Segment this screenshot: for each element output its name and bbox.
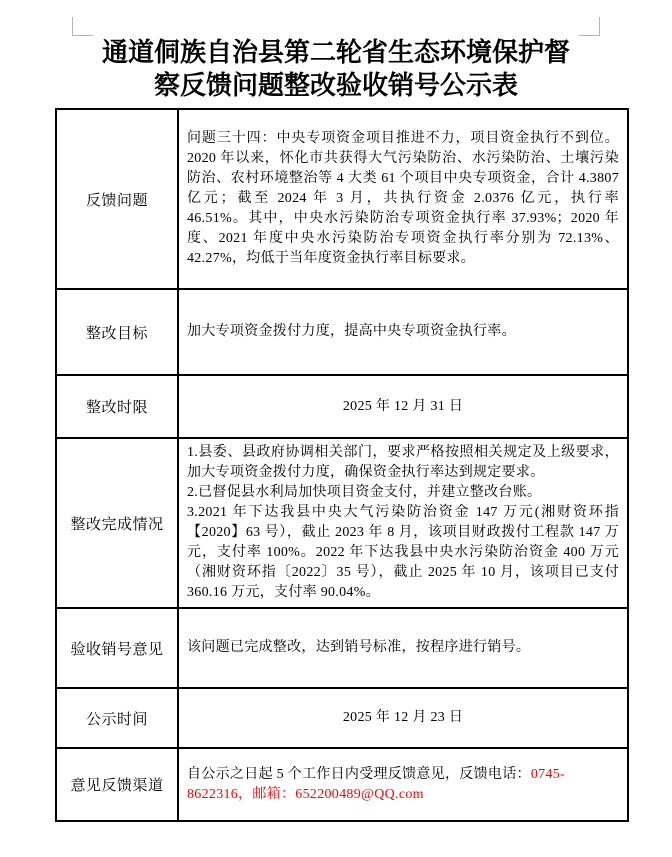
row-label-acceptance-opinion: 验收销号意见 (56, 608, 178, 688)
row-label-deadline: 整改时限 (56, 375, 178, 438)
row-label-feedback-channel: 意见反馈渠道 (56, 748, 178, 821)
margin-crop-mark-top-right (579, 17, 600, 36)
feedback-channel-text (178, 748, 628, 821)
row-label-completion-status: 整改完成情况 (56, 438, 178, 608)
completion-item-3: 3.2021 年下达我县中央大气污染防治资金 147 万元(湘财资环指【2020】63 号），截止 2023 年 8 月，该项目财政拨付工程款 147 万元，支付率 100%。2022 年下达我县中央水污染防治资金 400 万元（湘财资环指〔2022〕35 号），截止 2025 年 10 月，该项目已支付 360.16 万元，支付率 90.04%。 (187, 505, 619, 600)
acceptance-opinion-text: 该问题已完成整改，达到销号标准，按程序进行销号。 (178, 608, 628, 688)
rectification-notice-table (55, 108, 629, 822)
table-row-goal (56, 289, 628, 375)
publicity-date: 2025 年 12 月 23 日 (178, 688, 628, 748)
page-title: 通道侗族自治县第二轮省生态环境保护督察反馈问题整改验收销号公示表 (101, 37, 570, 100)
table-row-acceptance-opinion (56, 608, 628, 688)
feedback-channel-prefix: 自公示之日起 5 个工作日内受理反馈意见，反馈电话： (187, 766, 531, 782)
completion-item-2: 2.已督促县水利局加快项目资金支付，并建立整改台账。 (187, 485, 542, 500)
table-row-completion-status (56, 438, 628, 608)
margin-crop-mark-top-left (72, 17, 93, 36)
goal-text: 加大专项资金拨付力度，提高中央专项资金执行率。 (178, 289, 628, 375)
deadline-date: 2025 年 12 月 31 日 (178, 375, 628, 438)
table-row-feedback-problem (56, 109, 628, 289)
feedback-contact-info: 0745-8622316，邮箱：652200489@QQ.com (187, 766, 565, 802)
table-row-deadline (56, 375, 628, 438)
completion-item-1: 1.县委、县政府协调相关部门，要求严格按照相关规定及上级要求，加大专项资金拨付力度，确保资金执行率达到规定要求。 (187, 445, 619, 480)
table-row-feedback-channel (56, 748, 628, 821)
row-label-feedback-problem: 反馈问题 (56, 109, 178, 289)
row-label-publicity-time: 公示时间 (56, 688, 178, 748)
feedback-problem-text: 问题三十四：中央专项资金项目推进不力，项目资金执行不到位。2020 年以来，怀化市共获得大气污染防治、水污染防治、土壤污染防治、农村环境整治等 4 大类 61 个项目中央专项资金，合计 4.3807 亿元；截至 2024 年 3 月，共执行资金 2.0376 亿元，执行率 46.51%。其中，中央水污染防治专项资金执行率 37.93%；2020 年度、2021 年度中央水污染防治专项资金执行率分别为 72.13%、42.27%，均低于当年度资金执行率目标要求。 (178, 109, 628, 289)
row-label-goal: 整改目标 (56, 289, 178, 375)
table-row-publicity-time (56, 688, 628, 748)
completion-status-text (178, 438, 628, 608)
